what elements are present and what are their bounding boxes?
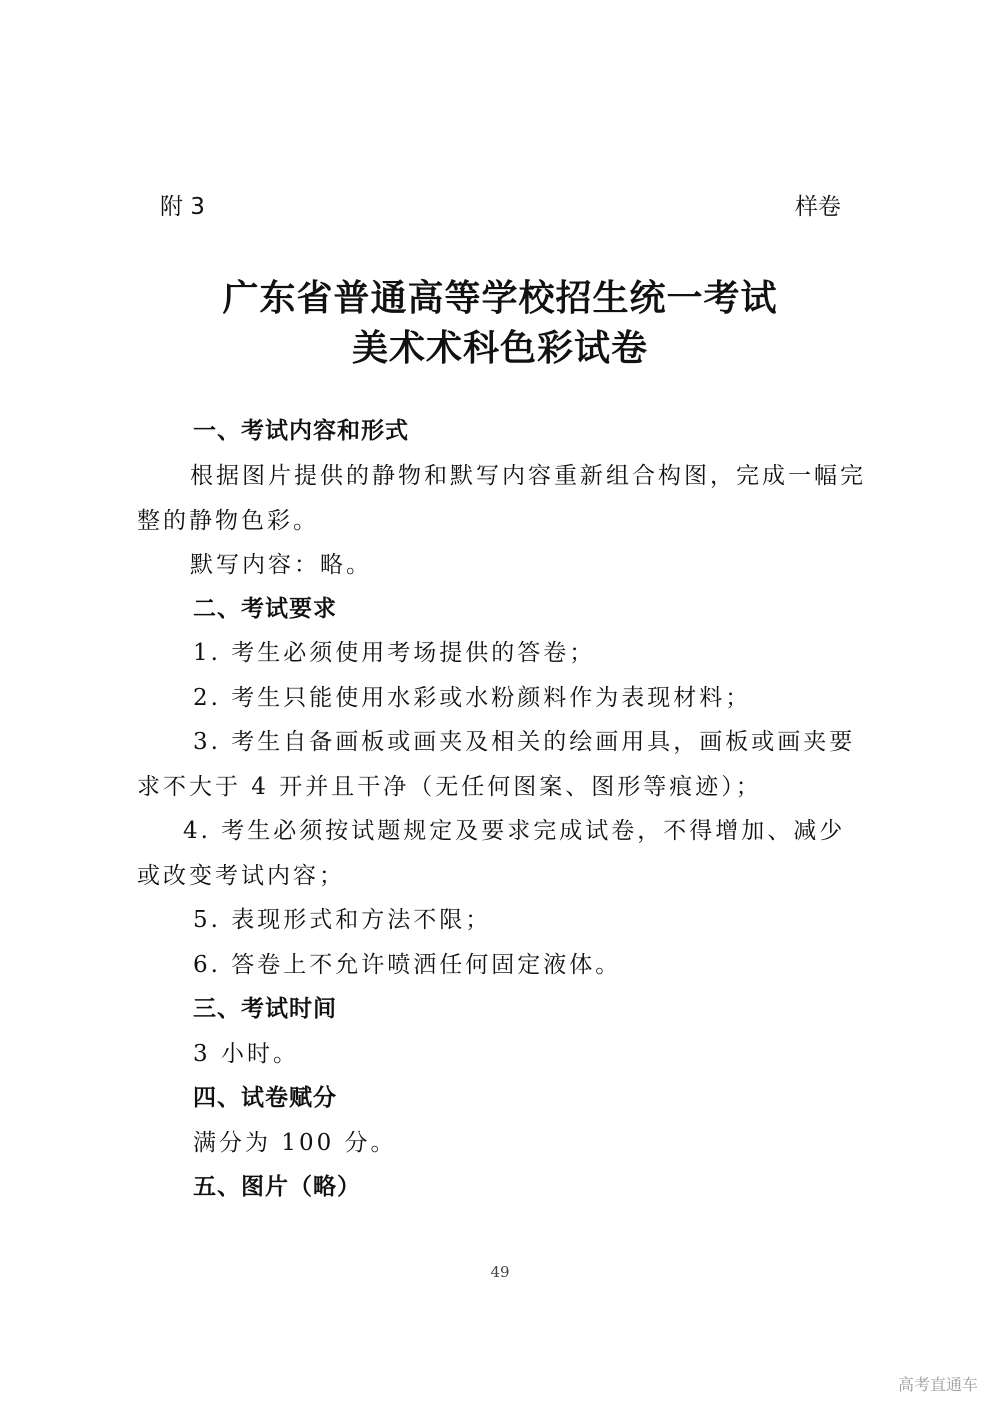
section-3-heading: 三、考试时间 [193,996,337,1022]
section-4-heading: 四、试卷赋分 [193,1085,337,1111]
requirement-4-line-1: 4. 考生必须按试题规定及要求完成试卷，不得增加、减少 [183,818,846,844]
requirement-6: 6. 答卷上不允许喷洒任何固定液体。 [193,952,622,978]
section-1-paragraph-line-1: 根据图片提供的静物和默写内容重新组合构图，完成一幅完 [190,463,866,489]
section-5-heading: 五、图片（略） [193,1174,361,1200]
section-1-heading: 一、考试内容和形式 [193,418,409,444]
watermark: 高考直通车 [897,1375,978,1394]
requirement-3-line-2: 求不大于 4 开并且干净（无任何图案、图形等痕迹）； [137,774,762,800]
requirement-2: 2. 考生只能使用水彩或水粉颜料作为表现材料； [193,685,752,711]
title-line-2: 美术术科色彩试卷 [351,327,648,369]
title-line-1: 广东省普通高等学校招生统一考试 [222,277,778,319]
full-score: 满分为 100 分。 [193,1130,397,1156]
section-2-heading: 二、考试要求 [193,596,337,622]
section-1-paragraph-line-2: 整的静物色彩。 [137,508,319,534]
dictation-note: 默写内容：略。 [190,552,372,578]
requirement-5: 5. 表现形式和方法不限； [193,907,492,933]
requirement-1: 1. 考生必须使用考场提供的答卷； [193,640,596,666]
sample-label: 样卷 [795,194,841,220]
requirement-3-line-1: 3. 考生自备画板或画夹及相关的绘画用具，画板或画夹要 [193,729,856,755]
requirement-4-line-2: 或改变考试内容； [137,863,345,889]
exam-duration: 3 小时。 [193,1041,299,1067]
attachment-label: 附 3 [160,194,205,220]
page-number: 49 [490,1263,510,1281]
